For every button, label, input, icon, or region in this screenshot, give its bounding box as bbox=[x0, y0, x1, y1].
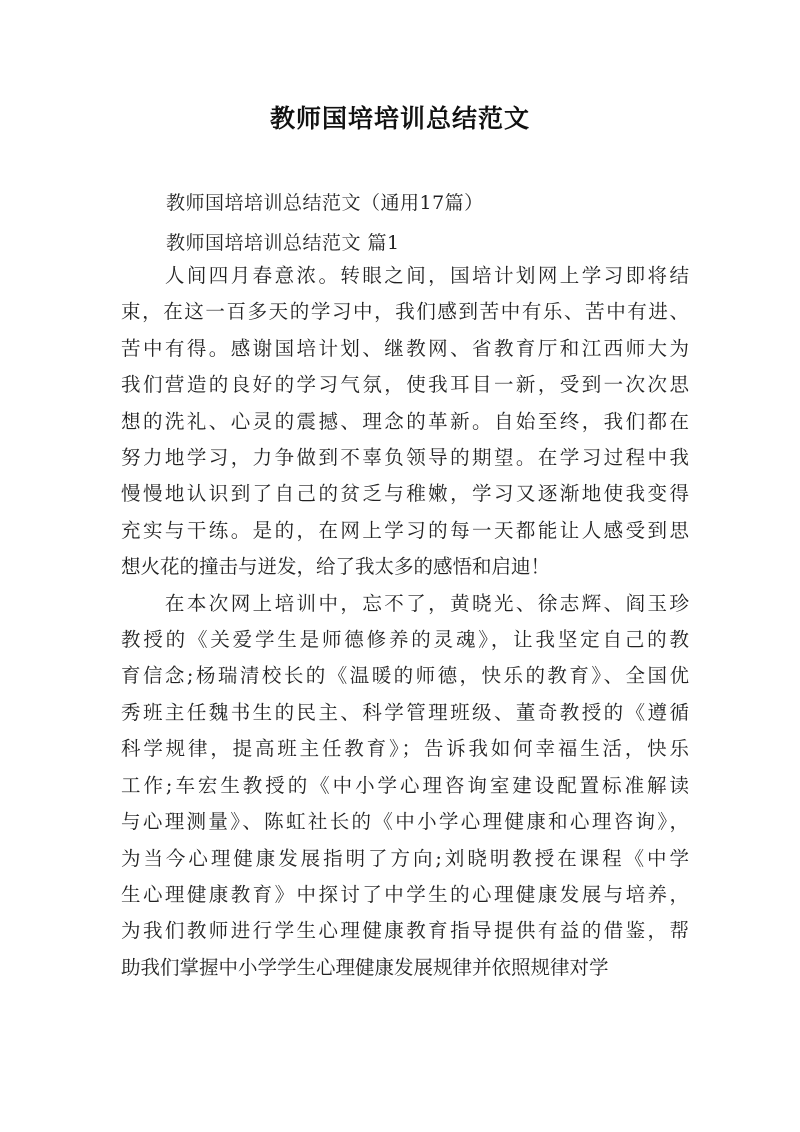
text-line: 在本次网上培训中，忘不了，黄晓光、徐志辉、阎玉珍 bbox=[121, 591, 689, 615]
subtitle-line-1: 教师国培培训总结范文（通用17篇） bbox=[166, 192, 484, 214]
text-line: 教授的《关爱学生是师德修养的灵魂》，让我坚定自己的教 bbox=[121, 628, 689, 652]
text-line: 工作;车宏生教授的《中小学心理咨询室建设配置标准解读 bbox=[121, 773, 689, 797]
text-line: 束，在这一百多天的学习中，我们感到苦中有乐、苦中有进、 bbox=[121, 300, 689, 324]
text-line: 人间四月春意浓。转眼之间，国培计划网上学习即将结 bbox=[121, 264, 689, 287]
subtitle-line-2: 教师国培培训总结范文 篇1 bbox=[166, 232, 400, 254]
text-line: 苦中有得。感谢国培计划、继教网、省教育厅和江西师大为 bbox=[121, 336, 689, 360]
text-line: 为我们教师进行学生心理健康教育指导提供有益的借鉴，帮 bbox=[121, 919, 689, 943]
text-line: 慢慢地认识到了自己的贫乏与稚嫩，学习又逐渐地使我变得 bbox=[121, 482, 689, 506]
document-body bbox=[121, 258, 689, 986]
text-line: 助我们掌握中小学学生心理健康发展规律并依照规律对学 bbox=[121, 955, 609, 979]
text-line: 与心理测量》、陈虹社长的《中小学心理健康和心理咨询》， bbox=[121, 810, 689, 834]
text-line: 为当今心理健康发展指明了方向;刘晓明教授在课程《中学 bbox=[121, 846, 689, 870]
text-line: 育信念;杨瑞清校长的《温暖的师德，快乐的教育》、全国优 bbox=[121, 664, 689, 688]
text-line: 想的洗礼、心灵的震撼、理念的革新。自始至终，我们都在 bbox=[121, 409, 689, 433]
text-line: 生心理健康教育》中探讨了中学生的心理健康发展与培养， bbox=[121, 882, 689, 906]
text-line: 充实与干练。是的，在网上学习的每一天都能让人感受到思 bbox=[121, 518, 689, 542]
text-line: 我们营造的良好的学习气氛，使我耳目一新，受到一次次思 bbox=[121, 373, 689, 397]
text-line: 想火花的撞击与迸发，给了我太多的感悟和启迪！ bbox=[121, 555, 551, 579]
text-line: 科学规律，提高班主任教育》；告诉我如何幸福生活，快乐 bbox=[121, 737, 689, 761]
document-title: 教师国培培训总结范文 bbox=[269, 104, 530, 133]
paragraph-2 bbox=[121, 586, 689, 986]
text-line: 秀班主任魏书生的民主、科学管理班级、董奇教授的《遵循 bbox=[121, 700, 689, 724]
paragraph-1 bbox=[121, 258, 689, 586]
text-line: 努力地学习，力争做到不辜负领导的期望。在学习过程中我 bbox=[121, 446, 689, 470]
